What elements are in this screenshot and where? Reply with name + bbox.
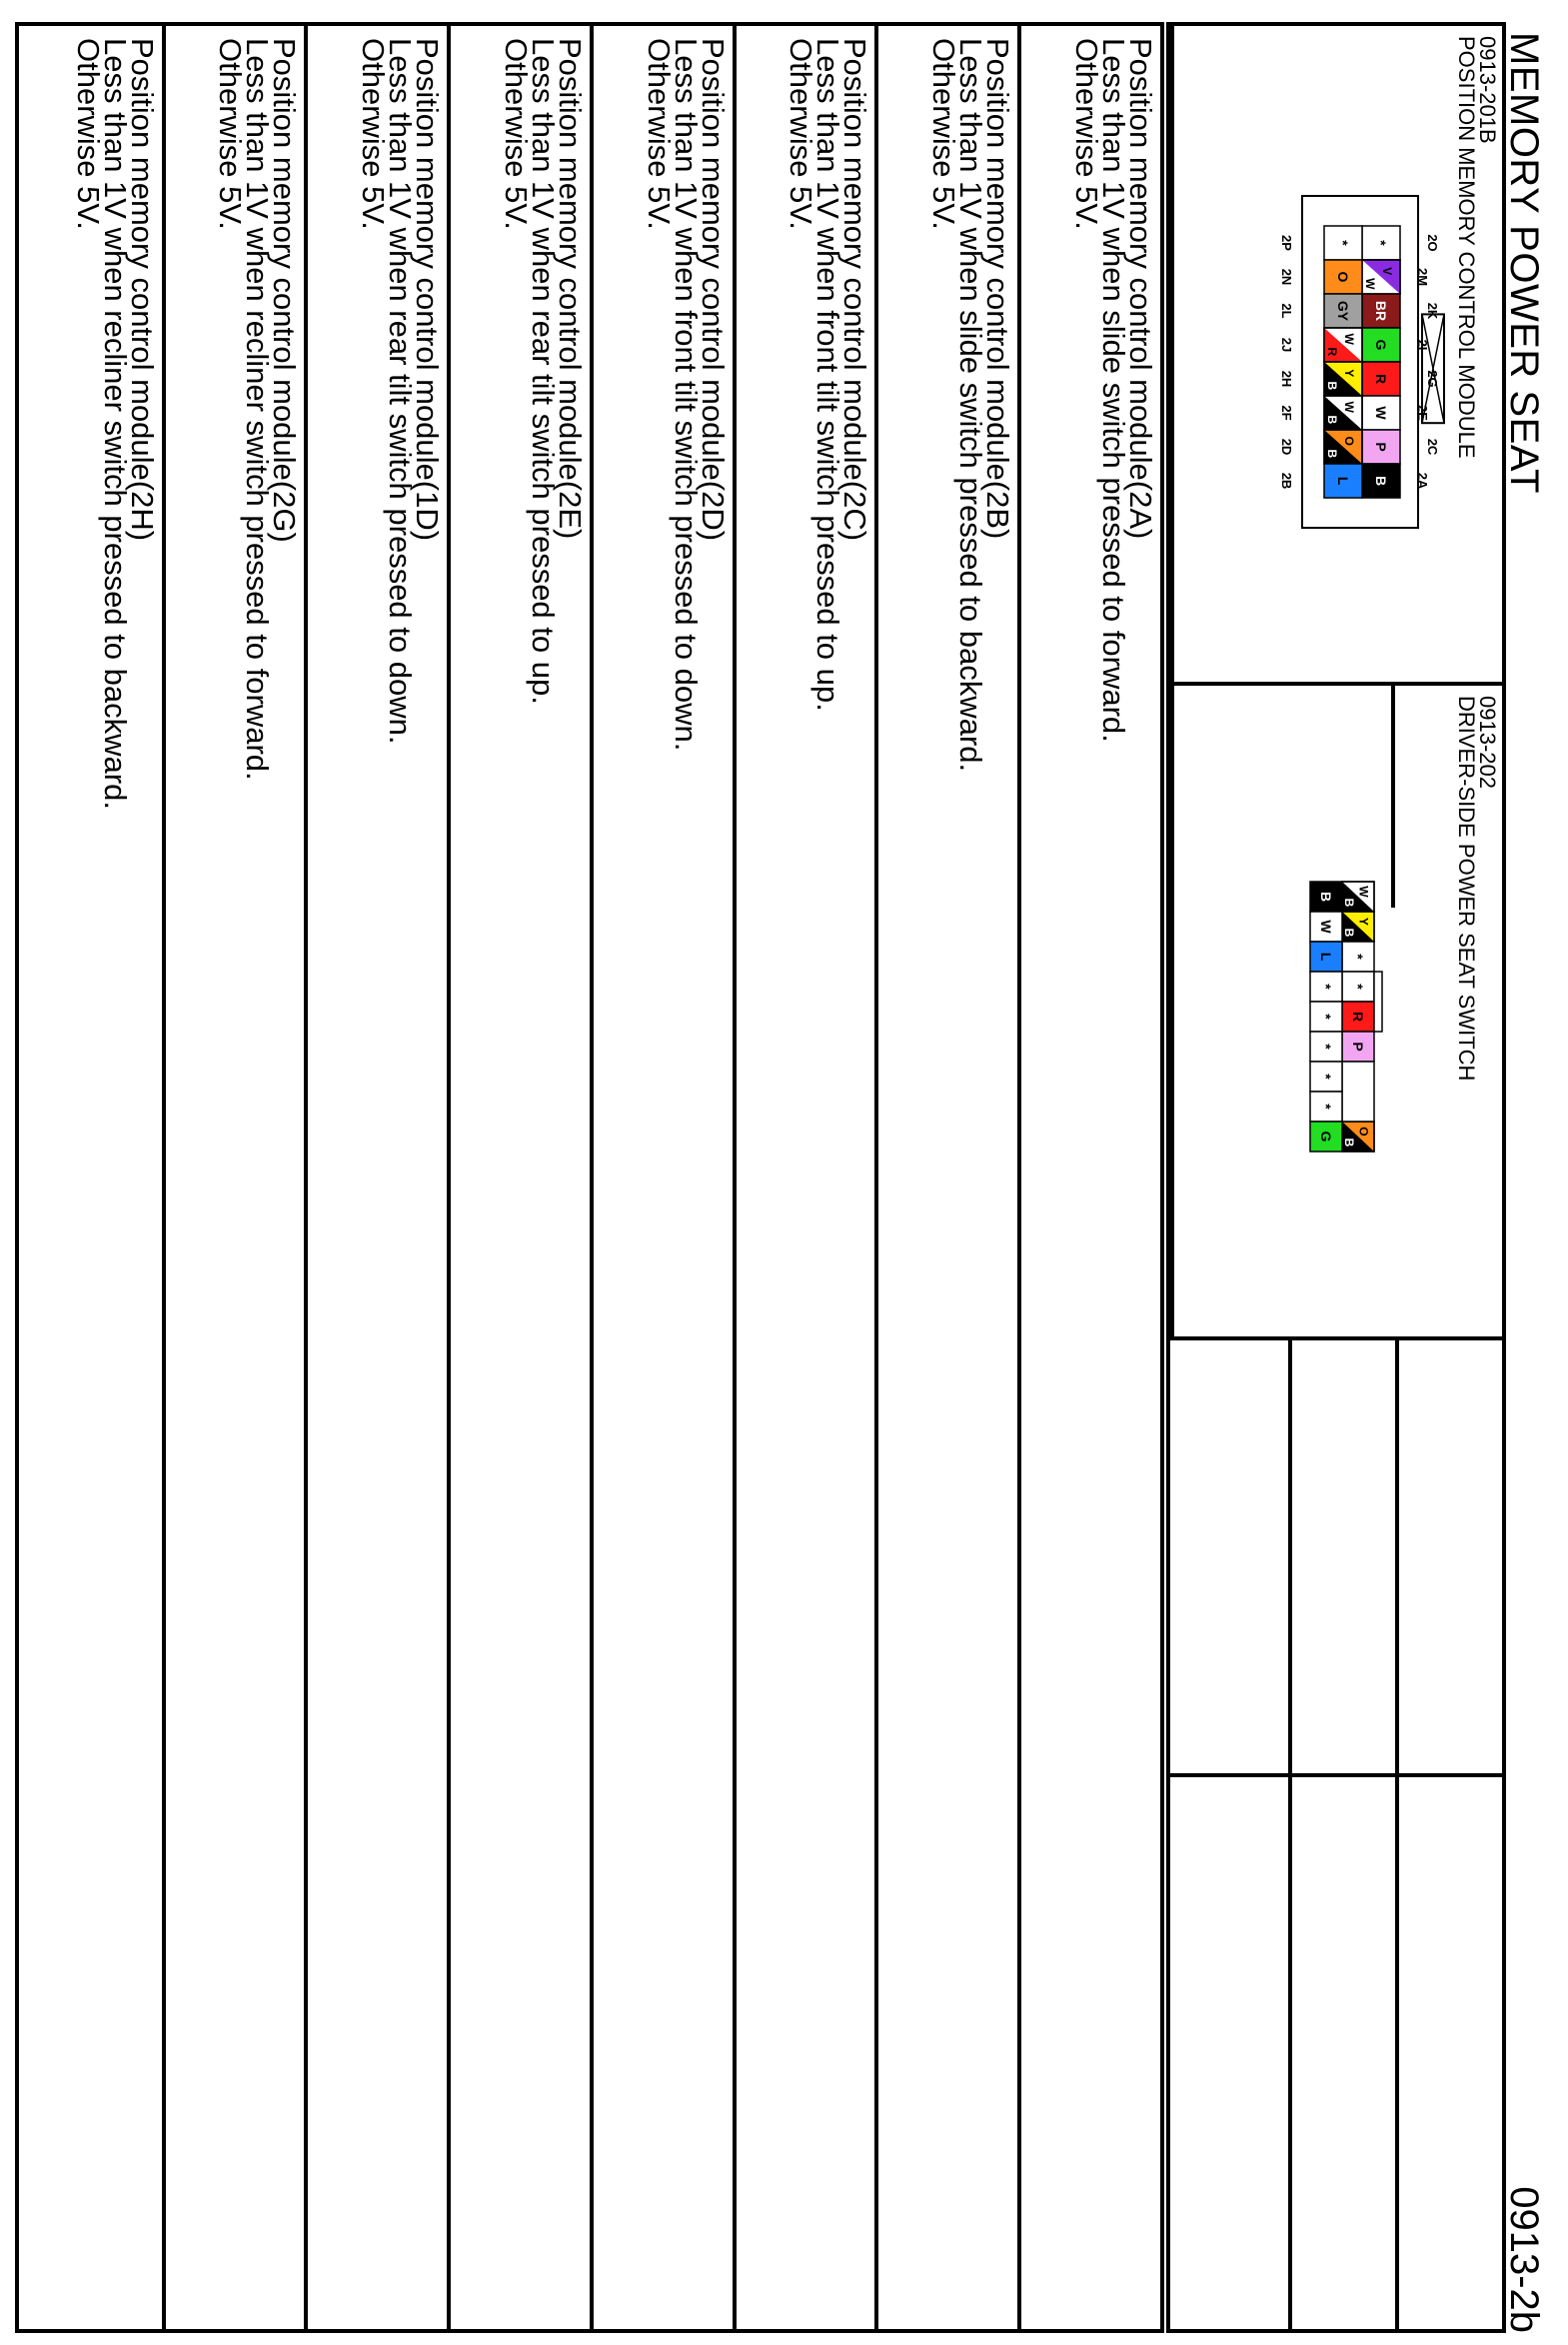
pin-label: G [1318,1131,1334,1143]
row-line: Otherwise 5V. [926,38,962,230]
pin-label: * [1350,984,1366,990]
pin-label-secondary: B [1324,381,1339,391]
pin-label: W [1373,406,1389,420]
row-text [499,38,588,705]
pin-label-primary: W [1356,886,1371,898]
pin [1362,260,1400,294]
row-line: Otherwise 5V. [499,38,534,230]
row-text [70,38,160,810]
pin-label-secondary: B [1324,449,1339,459]
pin-label-primary: O [1356,1127,1371,1137]
pin-label: W [1318,920,1334,934]
row-text [356,38,446,745]
pin [1310,1002,1342,1032]
pin [1342,1002,1374,1032]
pin-label: * [1335,240,1351,246]
pin-number: 2I [1415,339,1430,351]
pin-number: 2J [1279,337,1294,353]
table-row [590,26,733,2329]
pin-label: * [1373,240,1389,246]
pin-label: R [1373,373,1389,385]
pin-number: 2N [1279,268,1294,286]
empty-slot [1342,1062,1374,1122]
pin-number: 2H [1279,370,1294,388]
pin-label: * [1318,1044,1334,1050]
pin [1310,972,1342,1002]
row-line: Position memory control module(1D) [410,38,446,542]
row-line: Position memory control module(2D) [695,38,731,542]
connector-cell-202 [1170,686,1502,1340]
row-line: Less than 1V when slide switch pressed to forward. [1096,38,1131,743]
row-line: Position memory control module(2G) [267,38,303,543]
row-line: Less than 1V when front tilt switch pressed to down. [668,38,704,752]
divider [1391,686,1395,908]
connector-name: DRIVER-SIDE POWER SEAT SWITCH [1454,696,1479,1082]
pin [1310,1062,1342,1092]
row-line: Less than 1V when front tilt switch pressed to up. [810,38,846,712]
empty-cell [1395,1340,1502,1777]
connector-code: 0913-202 [1475,696,1500,789]
pin-label-secondary: B [1342,928,1357,938]
table-row [1017,26,1160,2329]
pin [1362,464,1400,498]
pin-number: 2L [1279,303,1294,319]
pin [1324,464,1362,498]
table-row [305,26,448,2329]
pin-label: P [1350,1042,1366,1052]
pin [1342,1032,1374,1062]
connector-cell-201b [1170,26,1502,686]
row-text [1069,38,1158,743]
pin-label: L [1318,952,1334,962]
pin-number: 2B [1279,472,1294,490]
pin [1342,1122,1374,1152]
pin [1362,328,1400,362]
pin-label-primary: Y [1341,369,1356,378]
pin-label: B [1373,475,1389,487]
table-row [162,26,305,2329]
pin-label-secondary: R [1324,347,1339,357]
row-line: Less than 1V when slide switch pressed to backward. [953,38,989,773]
empty-cell [1395,1777,1502,2329]
empty-cell [1288,1777,1395,2329]
pin-label: L [1335,476,1351,486]
page-title: MEMORY POWER SEAT [1502,32,1546,494]
pin-number: 2G [1425,370,1440,388]
row-line: Otherwise 5V. [641,38,677,230]
pin [1342,882,1374,912]
empty-cell [1170,1340,1288,1777]
pin [1362,294,1400,328]
table-row [733,26,875,2329]
table-row [875,26,1018,2329]
table-row [19,26,162,2329]
pin-label: GY [1335,300,1351,322]
pin-label-primary: V [1379,267,1394,276]
pin-number: 2C [1425,438,1440,456]
row-line: Otherwise 5V. [784,38,819,230]
pin-label: * [1318,1104,1334,1110]
pin [1324,430,1362,464]
pin [1324,328,1362,362]
pin-label: * [1318,1074,1334,1080]
row-line: Position memory control module(2A) [1123,38,1158,540]
row-line: Position memory control module(2B) [980,38,1016,540]
row-line: Less than 1V when recliner switch pressed to backward. [97,38,133,810]
pin [1324,226,1362,260]
empty-cell [1170,1777,1288,2329]
row-line: Otherwise 5V. [1069,38,1104,230]
connector-diagram-201b [1208,166,1438,586]
connector-latch [1374,972,1382,1032]
row-line: Position memory control module(2H) [124,38,160,542]
pin-label-secondary: B [1342,898,1357,908]
pin-label: O [1335,271,1351,283]
connector-code: 0913-201B [1475,36,1500,144]
pin [1362,430,1400,464]
pin-number: 2F [1279,405,1294,421]
pin-number: 2E [1415,405,1430,421]
pin-label-primary: O [1341,436,1356,446]
pin [1310,882,1342,912]
pin [1324,362,1362,396]
description-table [15,22,1164,2333]
connector-grid [1166,22,1506,2333]
pin [1310,1122,1342,1152]
pin [1362,362,1400,396]
pin [1310,1032,1342,1062]
pin [1324,294,1362,328]
connector-diagram-202 [1270,872,1390,1271]
table-row [447,26,590,2329]
connector-name: POSITION MEMORY CONTROL MODULE [1454,36,1479,459]
page-code: 0913-2b [1502,2186,1546,2333]
pin-label: R [1350,1011,1366,1023]
pin-label: * [1318,984,1334,990]
pin [1342,972,1374,1002]
pin-label: P [1373,442,1389,452]
row-line: Less than 1V when rear tilt switch pressed to down. [383,38,419,745]
row-line: Less than 1V when rear tilt switch pressed to up. [526,38,561,705]
pin-number: 2K [1425,302,1440,320]
pin-number: 2O [1425,234,1440,252]
empty-cell [1288,1340,1395,1777]
pin-label-primary: Y [1356,917,1371,926]
pin-number: 2P [1279,235,1294,251]
row-line: Position memory control module(2E) [553,38,588,540]
pin-label-secondary: B [1324,415,1339,425]
pin-number: 2D [1279,438,1294,456]
pin-number: 2A [1415,472,1430,490]
pin [1324,260,1362,294]
pin [1362,226,1400,260]
pin-label-secondary: W [1362,278,1377,290]
row-line: Less than 1V when recliner switch pressed to forward. [240,38,276,781]
pin-label-secondary: B [1342,1138,1357,1148]
pin-label-primary: W [1341,333,1356,345]
pin [1310,942,1342,972]
pin-label: * [1318,1014,1334,1020]
pin [1310,912,1342,942]
row-text [926,38,1016,773]
pin [1324,396,1362,430]
pin-label: B [1318,891,1334,903]
pin [1310,1092,1342,1122]
row-text [784,38,873,712]
pin [1362,396,1400,430]
row-line: Otherwise 5V. [70,38,106,230]
pin-label: * [1350,954,1366,960]
pin-number: 2M [1415,267,1430,287]
row-line: Position memory control module(2C) [837,38,873,542]
row-line: Otherwise 5V. [356,38,392,230]
row-line: Otherwise 5V. [213,38,249,230]
pin-label-primary: W [1341,401,1356,413]
pin [1342,912,1374,942]
row-text [213,38,303,781]
pin [1342,942,1374,972]
pin-label: BR [1373,300,1389,322]
pin-label: G [1373,339,1389,351]
row-text [641,38,731,752]
